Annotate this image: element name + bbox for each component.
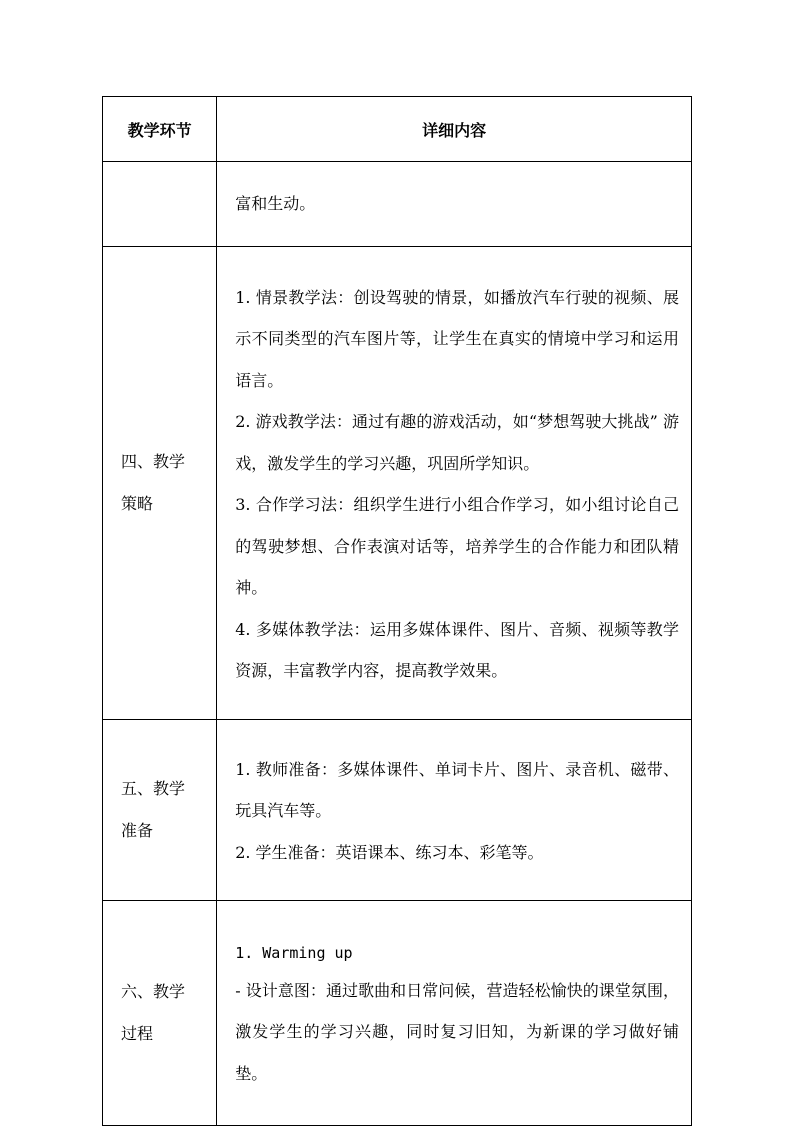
- strategy-item-4: 4. 多媒体教学法：运用多媒体课件、图片、音频、视频等教学资源，丰富教学内容，提高教学效果。: [235, 619, 679, 680]
- strategy-item-2: 2. 游戏教学法：通过有趣的游戏活动，如“梦想驾驶大挑战” 游戏，激发学生的学习兴趣，巩固所学知识。: [235, 412, 679, 473]
- row-label-teaching-strategy: [103, 247, 217, 720]
- strategy-item-1: 1. 情景教学法：创设驾驶的情景，如播放汽车行驶的视频、展示不同类型的汽车图片等，让学生在真实的情境中学习和运用语言。: [235, 287, 679, 390]
- table-row-teaching-process: [103, 901, 692, 1126]
- table-row-teaching-preparation: [103, 720, 692, 901]
- table-row-teaching-strategy: [103, 247, 692, 720]
- row-content-teaching-process: [217, 901, 692, 1126]
- row-label-line: 过程: [121, 1024, 154, 1043]
- strategy-item-3: 3. 合作学习法：组织学生进行小组合作学习，如小组讨论自己的驾驶梦想、合作表演对话等，培养学生的合作能力和团队精神。: [235, 495, 679, 597]
- row-content-teaching-strategy: [217, 247, 692, 720]
- row-label-teaching-process: [103, 901, 217, 1126]
- row-content-continuation: [217, 162, 692, 247]
- preparation-item-1: 1. 教师准备：多媒体课件、单词卡片、图片、录音机、磁带、玩具汽车等。: [235, 759, 679, 821]
- process-step-intent: - 设计意图：通过歌曲和日常问候，营造轻松愉快的课堂氛围，激发学生的学习兴趣，同时复习旧知，为新课的学习做好铺垫。: [235, 980, 679, 1083]
- row-label-line: 准备: [121, 821, 154, 840]
- row-content-teaching-preparation: [217, 720, 692, 901]
- table-row-continuation: [103, 162, 692, 247]
- process-step-title: 1. Warming up: [235, 943, 353, 962]
- row-label-line: 策略: [121, 494, 154, 513]
- lesson-plan-table: [102, 96, 692, 1126]
- header-detailed-content: 详细内容: [217, 97, 692, 162]
- row-label-line: 六、教学: [121, 982, 186, 1001]
- header-teaching-stage: 教学环节: [103, 97, 217, 162]
- row-label-line: 四、教学: [121, 452, 186, 471]
- row-label-teaching-preparation: [103, 720, 217, 901]
- table-header-row: [103, 97, 692, 162]
- row-label-line: 五、教学: [121, 779, 186, 798]
- content-paragraph: 富和生动。: [235, 194, 316, 214]
- preparation-item-2: 2. 学生准备：英语课本、练习本、彩笔等。: [235, 842, 544, 862]
- row-label-empty: [103, 162, 217, 247]
